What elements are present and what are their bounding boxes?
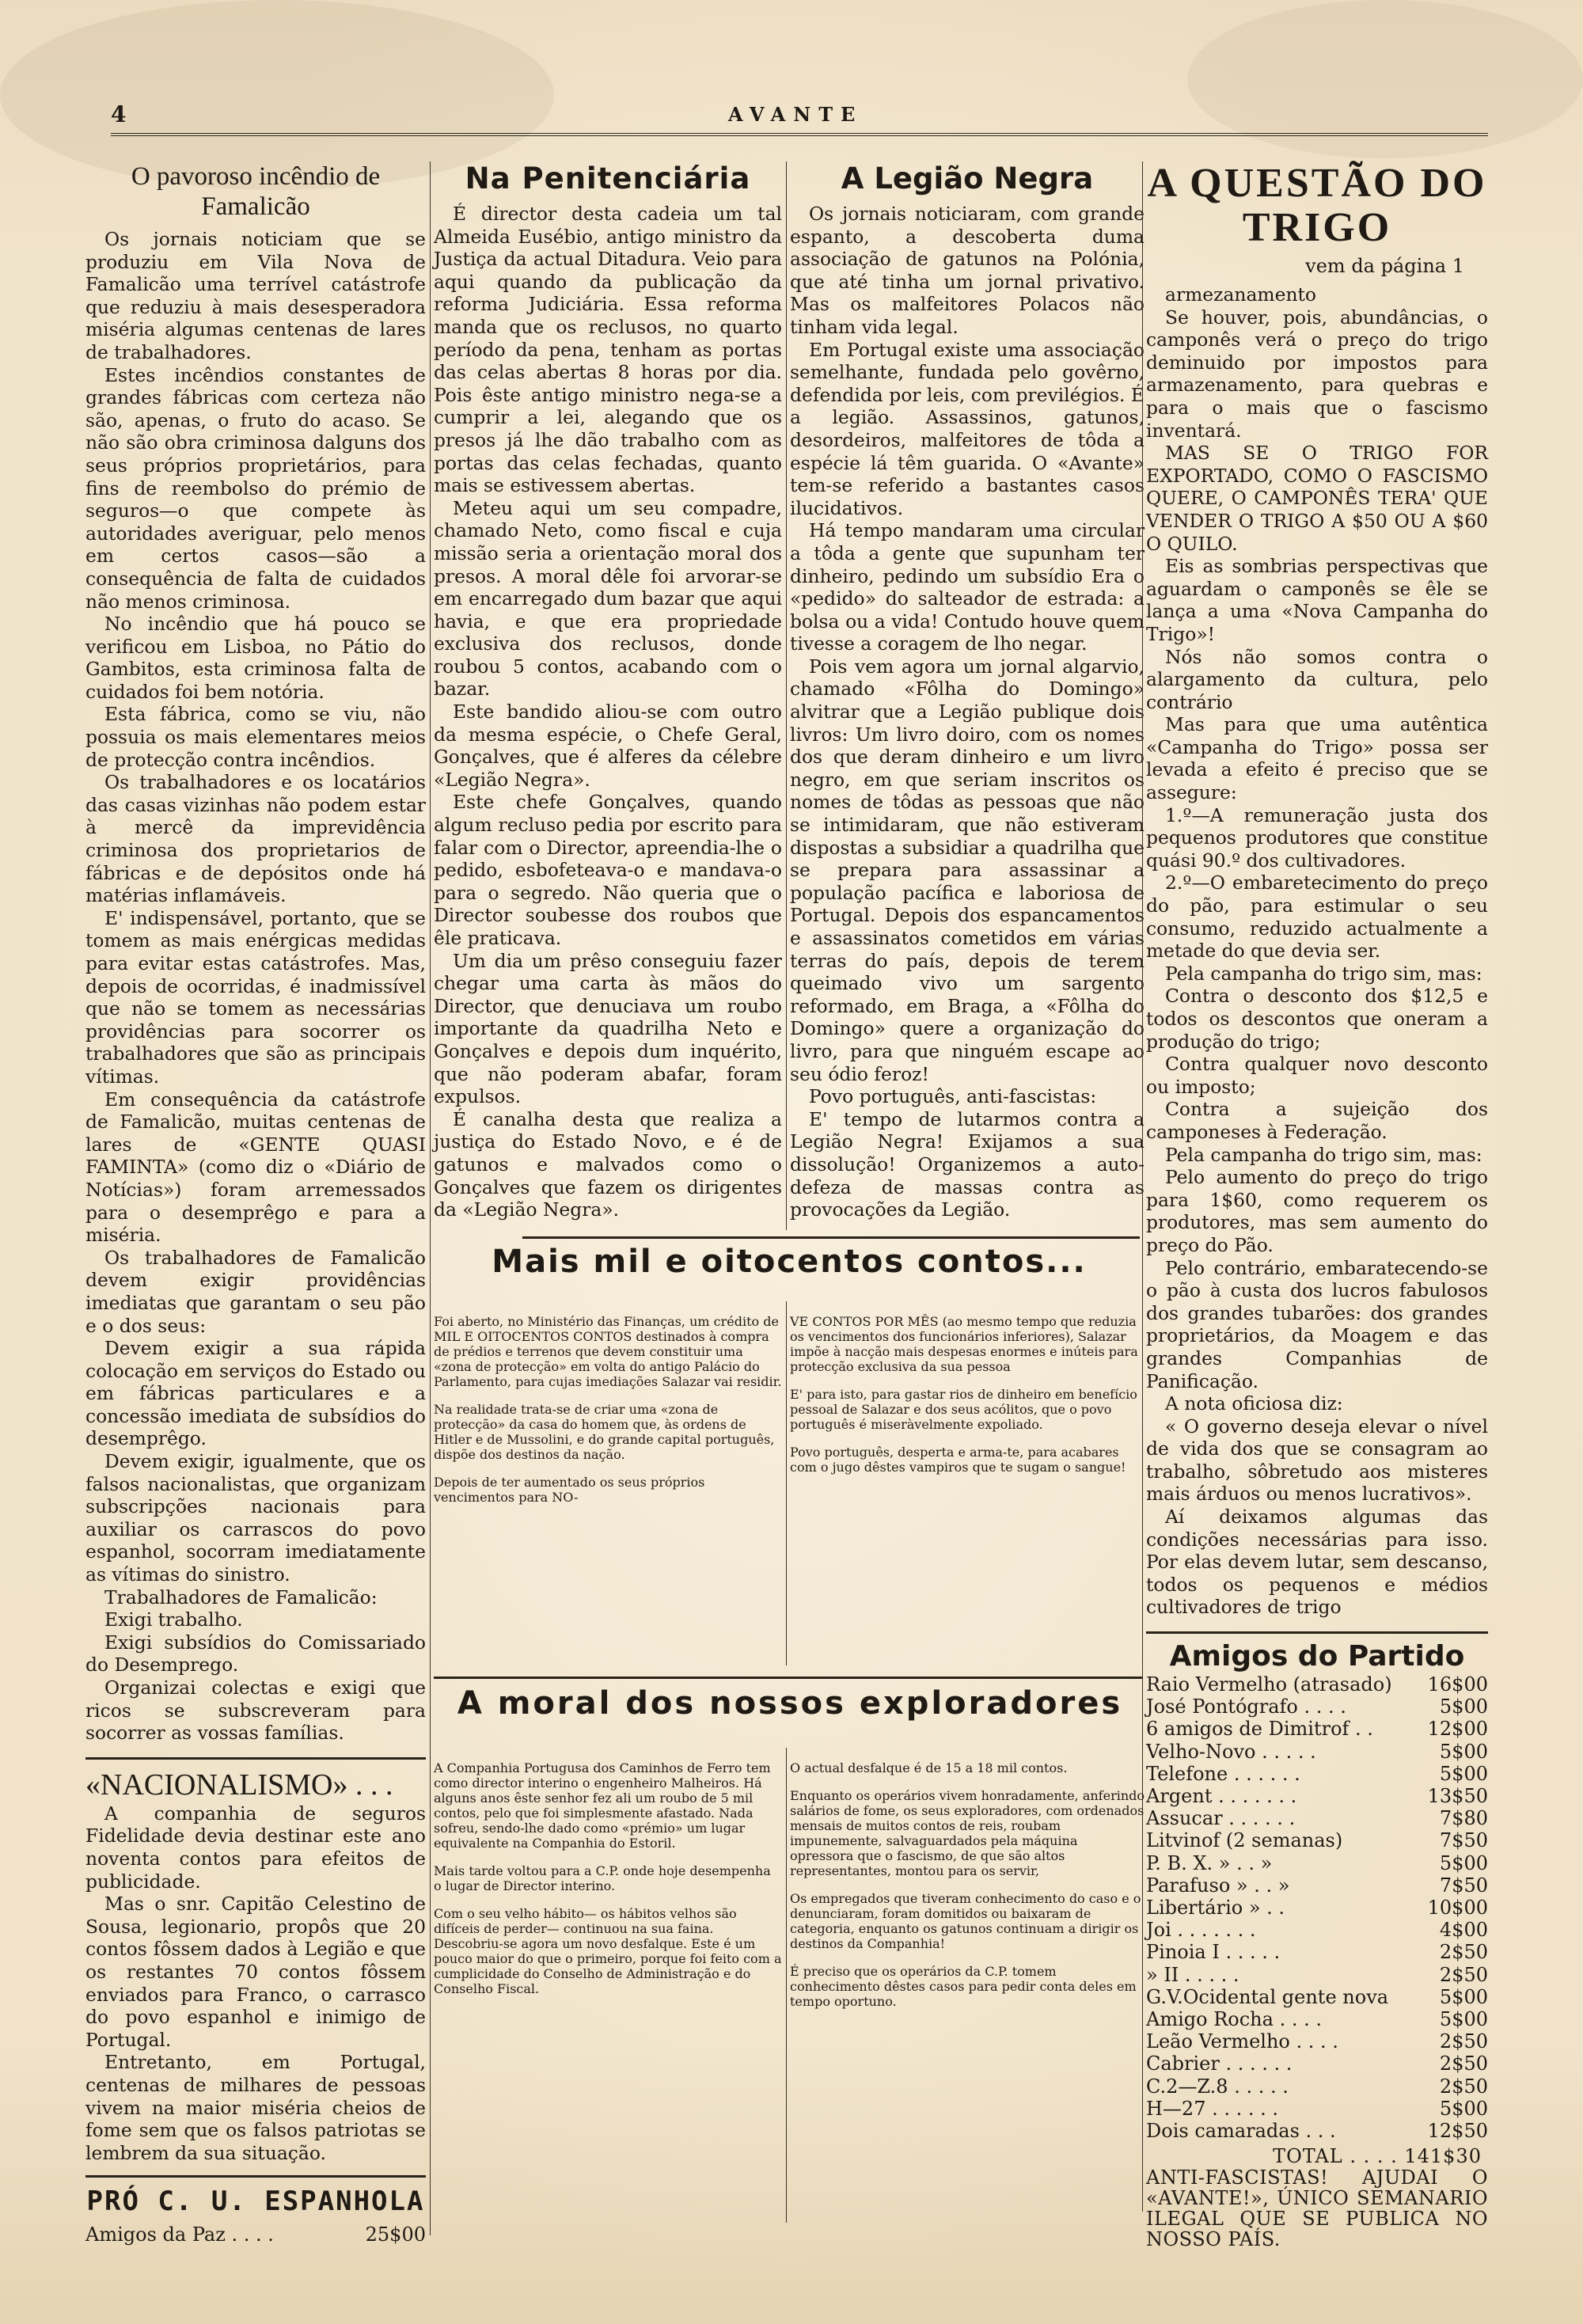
advert-label: Amigos da Paz . . . . — [85, 2223, 274, 2246]
page-number: 4 — [111, 101, 127, 127]
article-title: Mais mil e oitocentos contos... — [492, 1244, 1087, 1280]
donation-value: 12$00 — [1427, 1718, 1488, 1741]
paragraph: Exigi subsídios do Comissariado do Desemprego. — [85, 1631, 426, 1677]
article-title: Na Penitenciária — [465, 161, 751, 196]
donor-name: » II . . . . . — [1146, 1963, 1239, 1986]
list-item — [1146, 1696, 1488, 1718]
paragraph: Um dia um prêso conseguiu fazer chegar uma carta às mãos do Director, que denuciava um roubo importante da quadrilha Neto e Gonçalves e depois dum inquérito, que não poderam abafar, foram expulsos. — [434, 949, 782, 1108]
article-title: A moral dos nossos exploradores — [457, 1685, 1123, 1722]
paragraph: « O governo deseja elevar o nível de vida dos que se consagram ao trabalho, sôbretudo aos misteres mais árduos ou menos lucrativos». — [1146, 1415, 1488, 1506]
paragraph: A nota oficiosa diz: — [1165, 1392, 1343, 1415]
donor-name: G.V.Ocidental gente nova — [1146, 1985, 1389, 2008]
donor-name: José Pontógrafo . . . . — [1146, 1696, 1346, 1718]
paragraph: Em Portugal existe uma associação semelhante, fundada pelo govêrno, defendida por leis, com previlégios. É a legião. Assassinos, gatunos, desordeiros, malfeitores de tôda a espécie lá têm guarida. O «Avante» tem-se referido a bastantes casos ilucidativos. — [790, 338, 1145, 519]
paragraph: Foi aberto, no Ministério das Finanças, um crédito de MIL E OITOCENTOS CONTOS destinados à compra de prédios e terrenos que devem constituir uma «zona de protecção» em volta do antigo Palácio do Parlamento, para cujas imediações Salazar vai residir. — [434, 1314, 782, 1389]
paragraph: Com o seu velho hábito— os hábitos velhos são difíceis de perder— continuou na sua faina. Descobriu-se agora um novo desfalque. Este é um pouco maior do que o primeiro, porque foi feito com a cumplicidade do Conselho de Administração e do Conselho Fiscal. — [434, 1906, 782, 1996]
paragraph: E' para isto, para gastar rios de dinheiro em benefício pessoal de Salazar e dos seus acólitos, que o povo português é miseràvelmente expoliado. — [790, 1387, 1137, 1432]
paragraph: Organizai colectas e exigi que ricos se subscreveram para socorrer as vossas famílias. — [85, 1677, 426, 1745]
column-4 — [1146, 161, 1488, 2251]
header-rule — [111, 133, 1488, 136]
article-body-right — [790, 1301, 1145, 1487]
list-item — [1146, 2098, 1488, 2120]
paragraph: Contra qualquer novo desconto ou imposto; — [1146, 1053, 1488, 1098]
paragraph: A companhia de seguros Fidelidade devia destinar este ano noventa contos para efeitos de publicidade. — [85, 1802, 426, 1893]
paragraph: Enquanto os operários vivem honradamente, anferindo salários de fome, os seus exploradores, com ordenados mensais de muitos contos de reis, roubam impunemente, salvaguardados pela máquina opressora que o fascismo, de que são altos representantes, montou para os servir, — [790, 1788, 1145, 1878]
paragraph: Pela campanha do trigo sim, mas: — [1165, 962, 1482, 985]
paragraph: Contra a sujeição dos camponeses à Federação. — [1146, 1098, 1488, 1143]
paragraph: Nós não somos contra o alargamento da cultura, pelo contrário — [1146, 645, 1488, 713]
column-divider — [786, 161, 787, 1230]
list-item — [1146, 1919, 1488, 1941]
advert-value: 25$00 — [365, 2223, 426, 2246]
paragraph: Mais tarde voltou para a C.P. onde hoje desempenha o lugar de Director interino. — [434, 1863, 771, 1893]
list-item — [1146, 1852, 1488, 1874]
donor-name: Joi . . . . . . . — [1146, 1919, 1256, 1942]
list-item — [1146, 2075, 1488, 2098]
paragraph: Exigi trabalho. — [104, 1608, 243, 1631]
list-item — [1146, 1897, 1488, 1919]
paragraph: Estes incêndios constantes de grandes fábricas com certeza não são, apenas, o fruto do acaso. Se não são obra criminosa dalguns dos seus próprios proprietários, para fins de reembolso do prémio de seguros—o que compete às autoridades averiguar, pelo menos em certos casos—são a consequência de falta de cuidados não menos criminosa. — [85, 363, 426, 613]
article-body — [85, 228, 426, 1745]
donation-value: 7$50 — [1439, 1874, 1488, 1897]
list-item — [1146, 1829, 1488, 1851]
paragraph: E' tempo de lutarmos contra a Legião Negra! Exijamos a sua dissolução! Organizemos a auto-defeza de massas contra as provocações da Legião. — [790, 1107, 1145, 1221]
donor-name: Dois camaradas . . . — [1146, 2120, 1336, 2143]
paragraph: Os empregados que tiveram conhecimento do caso e o denunciaram, foram domitidos ou baixaram de categoria, enquanto os gatunos continuam a dirigir os destinos da Companhia! — [790, 1891, 1141, 1951]
list-item — [1146, 1807, 1488, 1829]
donation-value: 2$50 — [1439, 1963, 1488, 1986]
column-3 — [790, 161, 1145, 1230]
article-body-left — [434, 1301, 782, 1517]
paragraph: Devem exigir, igualmente, que os falsos nacionalistas, que organizam subscripções nacionais para auxiliar os carrascos do povo espanhol, socorram imediatamente as vítimas do sinistro. — [85, 1450, 426, 1586]
amigos-total: TOTAL . . . . 141$30 — [1273, 2145, 1482, 2168]
article-body — [790, 203, 1145, 1221]
list-item — [1146, 2120, 1488, 2142]
advert-box — [85, 2175, 426, 2246]
article-body-right — [790, 1748, 1145, 2022]
section-rule — [434, 1677, 1142, 1679]
article-title: «NACIONALISMO» . . . — [85, 1768, 393, 1802]
donation-value: 2$50 — [1439, 1941, 1488, 1964]
paragraph: É director desta cadeia um tal Almeida Eusébio, antigo ministro da Justiça da actual Ditadura. Veio para aqui quando da publicação da reforma Judiciária. Essa reforma manda que os reclusos, no quarto período da pena, tenham as portas das celas abertas 8 horas por dia. Pois êste antigo ministro nega-se a cumprir a lei, alegando que os presos já lhe dão trabalho com as portas das celas fechadas, quanto mais se estivessem abertas. — [434, 203, 782, 497]
article-body — [1146, 283, 1488, 1619]
paragraph: Os trabalhadores e os locatários das casas vizinhas não podem estar à mercê da imprevidência criminosa dos proprietarios de fábricas e de depósitos onde há matérias inflamáveis. — [85, 771, 426, 907]
donation-value: 7$50 — [1439, 1829, 1488, 1852]
paragraph: Esta fábrica, como se viu, não possuia os mais elementares meios de protecção contra incêndios. — [85, 703, 426, 771]
paragraph: Os jornais noticiaram, com grande espanto, a descoberta duma associação de gatunos na Polónia, que até tinha um jornal privativo. Mas os malfeitores Polacos não tinham vida legal. — [790, 203, 1145, 338]
list-item — [1146, 1874, 1488, 1897]
paragraph: Os trabalhadores de Famalicão devem exigir providências imediatas que garantam o seu pão e o dos seus: — [85, 1246, 426, 1337]
donation-value: 7$80 — [1439, 1807, 1488, 1830]
paragraph: Depois de ter aumentado os seus próprios vencimentos para NO- — [434, 1475, 705, 1505]
list-item — [1146, 1785, 1488, 1807]
donor-name: Raio Vermelho (atrasado) — [1146, 1673, 1392, 1696]
paragraph: Há tempo mandaram uma circular a tôda a gente que supunham ter dinheiro, pedindo um subsídio Era o «pedido» do salteador de estrada: a bolsa ou a vida! Contudo houve quem tivesse a coragem de lho negar. — [790, 519, 1145, 655]
donation-value: 4$00 — [1439, 1919, 1488, 1942]
donor-name: Libertário » . . — [1146, 1897, 1285, 1920]
list-item — [1146, 1941, 1488, 1963]
column-divider — [786, 1301, 787, 1665]
section-rule — [522, 1236, 1140, 1239]
paragraph: Em consequência da catástrofe de Famalicão, muitas centenas de lares de «GENTE QUASI FAMINTA» (como diz o «Diário de Notícias») foram arremessados para o desemprêgo e para a miséria. — [85, 1088, 426, 1247]
paragraph: Mas o snr. Capitão Celestino de Sousa, legionario, propôs que 20 contos fôssem dados à Legião e que os restantes 70 contos fôssem enviados para Franco, o carrasco do povo espanhol e inimigo de Portugal. — [85, 1893, 426, 2051]
donor-name: Argent . . . . . . . — [1146, 1785, 1297, 1808]
donation-value: 12$50 — [1427, 2120, 1488, 2143]
donor-name: 6 amigos de Dimitrof . . — [1146, 1718, 1373, 1741]
paragraph: Este bandido aliou-se com outro da mesma espécie, o Chefe Geral, Gonçalves, que é alferes da célebre «Legião Negra». — [434, 701, 782, 791]
amigos-box — [1146, 1631, 1488, 2250]
paragraph: Meteu aqui um seu compadre, chamado Neto, como fiscal e cuja missão seria a orientação moral dos presos. A moral dêle foi arvorar-se em encarregado dum bazar que aqui havia, e que era propriedade exclusiva dos reclusos, donde roubou 5 contos, acabando com o bazar. — [434, 496, 782, 701]
article-title: O pavoroso incêndio de Famalicão — [131, 162, 381, 221]
article-body — [434, 203, 782, 1221]
list-item — [1146, 1741, 1488, 1763]
donor-name: Leão Vermelho . . . . — [1146, 2030, 1338, 2053]
donor-name: Amigo Rocha . . . . — [1146, 2008, 1322, 2031]
continued-note: vem da página 1 — [1305, 255, 1464, 277]
article-body — [85, 1802, 426, 2165]
paragraph: Se houver, pois, abundâncias, o camponês verá o preço do trigo deminuido por impostos para armazenamento, para quebras e para o mais que o fascismo inventará. — [1146, 306, 1488, 442]
donation-value: 5$00 — [1439, 1851, 1488, 1874]
paragraph: MAS SE O TRIGO FOR EXPORTADO, COMO O FASCISMO QUERE, O CAMPONÊS TERA' QUE VENDER O TRIGO A $50 OU A $60 O QUILO. — [1146, 442, 1488, 555]
donation-value: 5$00 — [1439, 1740, 1488, 1763]
paragraph: O actual desfalque é de 15 a 18 mil contos. — [790, 1760, 1068, 1775]
paragraph: VE CONTOS POR MÊS (ao mesmo tempo que reduzia os vencimentos dos funcionários inferiores), Salazar impõe à nacção mais despesas enormes e inúteis para protecção exclusiva da sua pessoa — [790, 1314, 1138, 1374]
paragraph: Pelo aumento do preço do trigo para 1$60, como requerem os produtores, mas sem aumento do preço do Pão. — [1146, 1166, 1488, 1256]
donor-name: C.2—Z.8 . . . . . — [1146, 2075, 1289, 2098]
paragraph: Devem exigir a sua rápida colocação em serviços do Estado ou em fábricas particulares e a concessão imediata de subsídios do desemprêgo. — [85, 1337, 426, 1450]
paragraph: Trabalhadores de Famalicão: — [104, 1585, 378, 1608]
paragraph: Mas para que uma autêntica «Campanha do Trigo» possa ser levada a efeito é preciso que se assegure: — [1146, 713, 1488, 804]
advert-line — [85, 2223, 426, 2246]
paragraph: E' indispensável, portanto, que se tomem as mais enérgicas medidas para evitar estas catástrofes. Mas, depois de ocorridas, é inadmissível que não se tomem as necessárias providências para socorrer os trabalhadores que são as principais vítimas. — [85, 906, 426, 1088]
paragraph: É preciso que os operários da C.P. tomem conhecimento dêstes casos para pedir conta deles em tempo oportuno. — [790, 1964, 1137, 2009]
paragraph: 2.º—O embaretecimento do preço do pão, para estimular o seu consumo, reduzido actualmente a metade do que devia ser. — [1146, 872, 1488, 963]
donation-value: 5$00 — [1439, 1985, 1488, 2008]
amigos-list — [1146, 1673, 1488, 2142]
donation-value: 10$00 — [1427, 1897, 1488, 1920]
article-title: A Legião Negra — [841, 161, 1094, 196]
column-2 — [434, 161, 782, 1230]
article-nacionalismo — [85, 1757, 426, 2165]
paragraph: Pela campanha do trigo sim, mas: — [1165, 1143, 1482, 1166]
donor-name: Velho-Novo . . . . . — [1146, 1740, 1316, 1763]
masthead: AVANTE — [728, 103, 864, 126]
donation-value: 16$00 — [1427, 1673, 1488, 1696]
donation-value: 2$50 — [1439, 2075, 1488, 2098]
donation-value: 5$00 — [1439, 2008, 1488, 2031]
paragraph: Povo português, anti-fascistas: — [809, 1085, 1097, 1108]
amigos-appeal: ANTI-FASCISTAS! AJUDAI O «AVANTE!», ÚNICO SEMANARIO ILEGAL QUE SE PUBLICA NO NOSSO PAÍS. — [1146, 2166, 1488, 2251]
list-item — [1146, 1763, 1488, 1785]
paragraph: Pelo contrário, embaratecendo-se o pão à custa dos lucros fabulosos dos grandes tubarões: dos grandes proprietários, da Moagem e das grandes Companhias de Panificação. — [1146, 1256, 1488, 1392]
donation-value: 2$50 — [1439, 2052, 1488, 2075]
donation-value: 13$50 — [1427, 1785, 1488, 1808]
donation-value: 5$00 — [1439, 2097, 1488, 2120]
paragraph: Na realidade trata-se de criar uma «zona de protecção» da casa do homem que, às ordens de Hitler e de Mussolini, e do grande capital português, dispõe dos destinos da nação. — [434, 1402, 775, 1462]
donor-name: Cabrier . . . . . . — [1146, 2052, 1293, 2075]
paragraph: Entretanto, em Portugal, centenas de milhares de pessoas vivem na maior miséria cheios de fome sem que os falsos patriotas se lembrem da sua situação. — [85, 2051, 426, 2164]
column-divider — [786, 1748, 787, 2223]
list-item — [1146, 2052, 1488, 2075]
paragraph: Este chefe Gonçalves, quando algum recluso pedia por escrito para falar com o Director, apreendia-lhe o pedido, esbofeteava-o e mandava-o para o segredo. Não queria que o Director soubesse dos roubos que êle praticava. — [434, 791, 782, 949]
paragraph: Povo português, desperta e arma-te, para acabares com o jugo dêstes vampiros que te sugam o sangue! — [790, 1445, 1126, 1475]
column-1 — [85, 161, 426, 2246]
paragraph: armezanamento — [1165, 283, 1316, 306]
article-body-left — [434, 1748, 782, 2009]
list-item — [1146, 2008, 1488, 2030]
paragraph: No incêndio que há pouco se verificou em Lisboa, no Pátio do Gambitos, esta criminosa falta de cuidados foi bem notória. — [85, 613, 426, 703]
column-divider — [430, 161, 431, 2235]
paragraph: Contra o desconto dos $12,5 e todos os descontos que oneram a produção do trigo; — [1146, 985, 1488, 1053]
donation-value: 5$00 — [1439, 1696, 1488, 1718]
paragraph: Eis as sombrias perspectivas que aguardam o camponês se êle se lança a uma «Nova Campanha do Trigo»! — [1146, 555, 1488, 645]
advert-title: PRÓ C. U. ESPANHOLA — [86, 2185, 425, 2218]
page-header — [111, 101, 1488, 127]
donation-value: 5$00 — [1439, 1762, 1488, 1785]
article-title: A QUESTÃO DO TRIGO — [1147, 161, 1487, 250]
paragraph: Os jornais noticiam que se produziu em Vila Nova de Famalicão uma terrível catástrofe que reduziu à mais desesperadora miséria algumas centenas de lares de trabalhadores. — [85, 228, 426, 363]
list-item — [1146, 1964, 1488, 1986]
donor-name: Litvinof (2 semanas) — [1146, 1829, 1343, 1852]
paragraph: Aí deixamos algumas das condições necessárias para isso. Por elas devem lutar, sem descanso, todos os pequenos e médios cultivadores de trigo — [1146, 1506, 1488, 1619]
donor-name: Pinoia I . . . . . — [1146, 1941, 1281, 1964]
paragraph: A Companhia Portugusa dos Caminhos de Ferro tem como director interino o engenheiro Malheiros. Há alguns anos êste senhor fez ali um roubo de 5 mil contos, pelo que foi simplesmente afastado. Nada sofreu, sendo-lhe dado como «prémio» um lugar equivalente na Companhia do Estoril. — [434, 1760, 771, 1851]
amigos-title: Amigos do Partido — [1169, 1640, 1465, 1673]
article-moral — [434, 1684, 1146, 2009]
article-pavoroso — [85, 161, 426, 1745]
paragraph: 1.º—A remuneração justa dos pequenos produtores que constitue quási 90.º dos cultivadores. — [1146, 803, 1488, 872]
paragraph: Pois vem agora um jornal algarvio, chamado «Fôlha do Domingo» alvitrar que a Legião publique dois livros: Um livro doiro, com os nomes dos que deram dinheiro e um livro negro, em que seriam inscritos os nomes de tôdas as pessoas que não se intimidaram, que não estiveram dispostas a subsidiar a quadrilha que se prepara para assassinar a população pacífica e laboriosa de Portugal. Depois dos espancamentos e assassinatos cometidos em várias terras do país, depois de terem queimado vivo um sargento reformado, em Braga, a «Fôlha do Domingo» quere a organização do livro, para que ninguém escape ao seu ódio feroz! — [790, 655, 1145, 1085]
list-item — [1146, 1718, 1488, 1740]
list-item — [1146, 2030, 1488, 2052]
donor-name: Assucar . . . . . . — [1146, 1807, 1296, 1830]
donor-name: Parafuso » . . » — [1146, 1874, 1290, 1897]
donor-name: Telefone . . . . . . — [1146, 1762, 1300, 1785]
donor-name: H—27 . . . . . . — [1146, 2097, 1279, 2120]
list-item — [1146, 1673, 1488, 1696]
list-item — [1146, 1986, 1488, 2008]
paragraph: É canalha desta que realiza a justiça do Estado Novo, e é de gatunos e malvados como o Gonçalves que fazem os dirigentes da «Legião Negra». — [434, 1107, 782, 1221]
donation-value: 2$50 — [1439, 2030, 1488, 2053]
donor-name: P. B. X. » . . » — [1146, 1851, 1273, 1874]
